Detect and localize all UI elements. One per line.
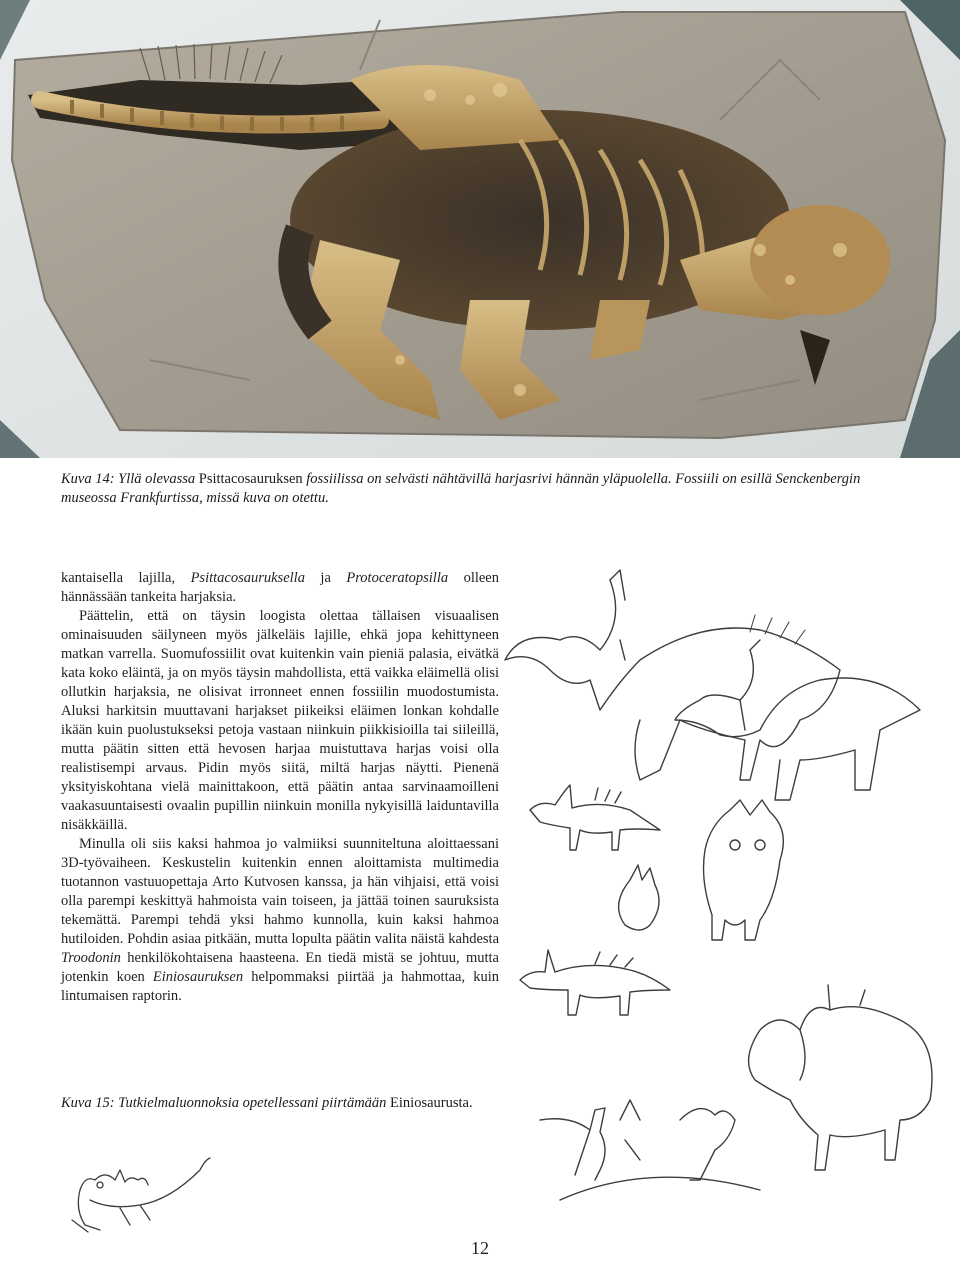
p3-genus-troodon: Troodonin (61, 950, 121, 966)
caption-14-genus: Psittacosauruksen (198, 471, 303, 487)
p3-text-c: helpommaksi piirtää ja hahmottaa, kuin lintumaisen raptorin. (61, 969, 499, 1004)
paragraph-2: Päättelin, että on täysin loogista olettaa tällaisen visuaalisen ominaisuuden säilyneen myös jälkeläis lajille, ehkä jopa kehittyneen matkan varrella. Suomufossiilit ovat kuitenkin vain pieniä palasia, eivätkä kata koko eläintä, ja on myös täysin mahdollista, että vaikka eläimellä olisi ollutkin harjaksia, ne olisivat irronneet ennen fossiilin muodostumista. Aluksi harkitsin muuttavani harjakset piikeiksi eläimen lonkan kohdalle ikään kuin puolustukseksi petoja vastaan niinkuin piikkisioilla tai siileillä, mutta päätin sitten että hevosen harjaa muistuttava harjas voisi olla realistisempi arvaus. Pidin myös siitä, miltä harjas näytti. Pienenä yksityiskohtana vielä mainittakoon, että päätin antaa sarvinaamoilleni vaakasuuntaisesti ovaalin pupillin niinkuin monilla nykyisillä laiduntavilla nisäkkäillä. (61, 608, 499, 833)
caption-14-prefix: Kuva 14: Yllä olevassa (61, 471, 199, 487)
einiosaurus-sketches (500, 560, 960, 1210)
p1-genus-protoceratops: Protoceratopsilla (346, 570, 449, 586)
page-number: 12 (471, 1238, 489, 1258)
caption-14-suffix: fossiilissa on selvästi nähtävillä harjasrivi hännän yläpuolella. Fossiili on esillä Senckenbergin museossa Frankfurtissa, missä kuva on otettu. (61, 471, 861, 506)
paragraph-3 (61, 835, 499, 1006)
p1-genus-psittacosaurus: Psittacosauruksella (190, 570, 305, 586)
body-text (61, 569, 499, 1006)
figure-caption-15 (61, 1094, 501, 1113)
paragraph-1 (61, 569, 499, 607)
p1-text-c: olleen hännässään tankeita harjaksia. (61, 570, 499, 605)
fossil-photo (0, 0, 960, 458)
caption-15-genus: Einiosaurusta. (390, 1095, 473, 1111)
figure-caption-14 (61, 470, 901, 508)
raptor-sketch (60, 1150, 220, 1240)
p3-genus-einiosaurus: Einiosauruksen (152, 969, 244, 985)
p3-text-a: Minulla oli siis kaksi hahmoa jo valmiiksi suunniteltuna aloittaessani 3D-työvaiheen. Keskustelin kuitenkin ennen aloittamista multimedia tuotannon vastuuopettaja Arto Kutvosen kanssa, ja hän vihjaisi, että voisi olla parempi keskittyä hahmoista vain toiseen, ja jättää toinen sauruksista tekemättä. Parempi tehdä yksi hahmo kunnolla, kuin kaksi hahmoa hutiloiden. Pohdin asiaa pitkään, mutta lopulta päätin valita näistä kahdesta (61, 836, 499, 947)
p1-text-a: kantaisella lajilla, (61, 570, 191, 586)
p3-text-b: henkilökohtaisena haasteena. En tiedä mistä se johtuu, mutta jotenkin koen (61, 950, 499, 985)
p1-text-b: ja (304, 570, 347, 586)
caption-15-prefix: Kuva 15: Tutkielmaluonnoksia opetellessani piirtämään (61, 1095, 391, 1111)
